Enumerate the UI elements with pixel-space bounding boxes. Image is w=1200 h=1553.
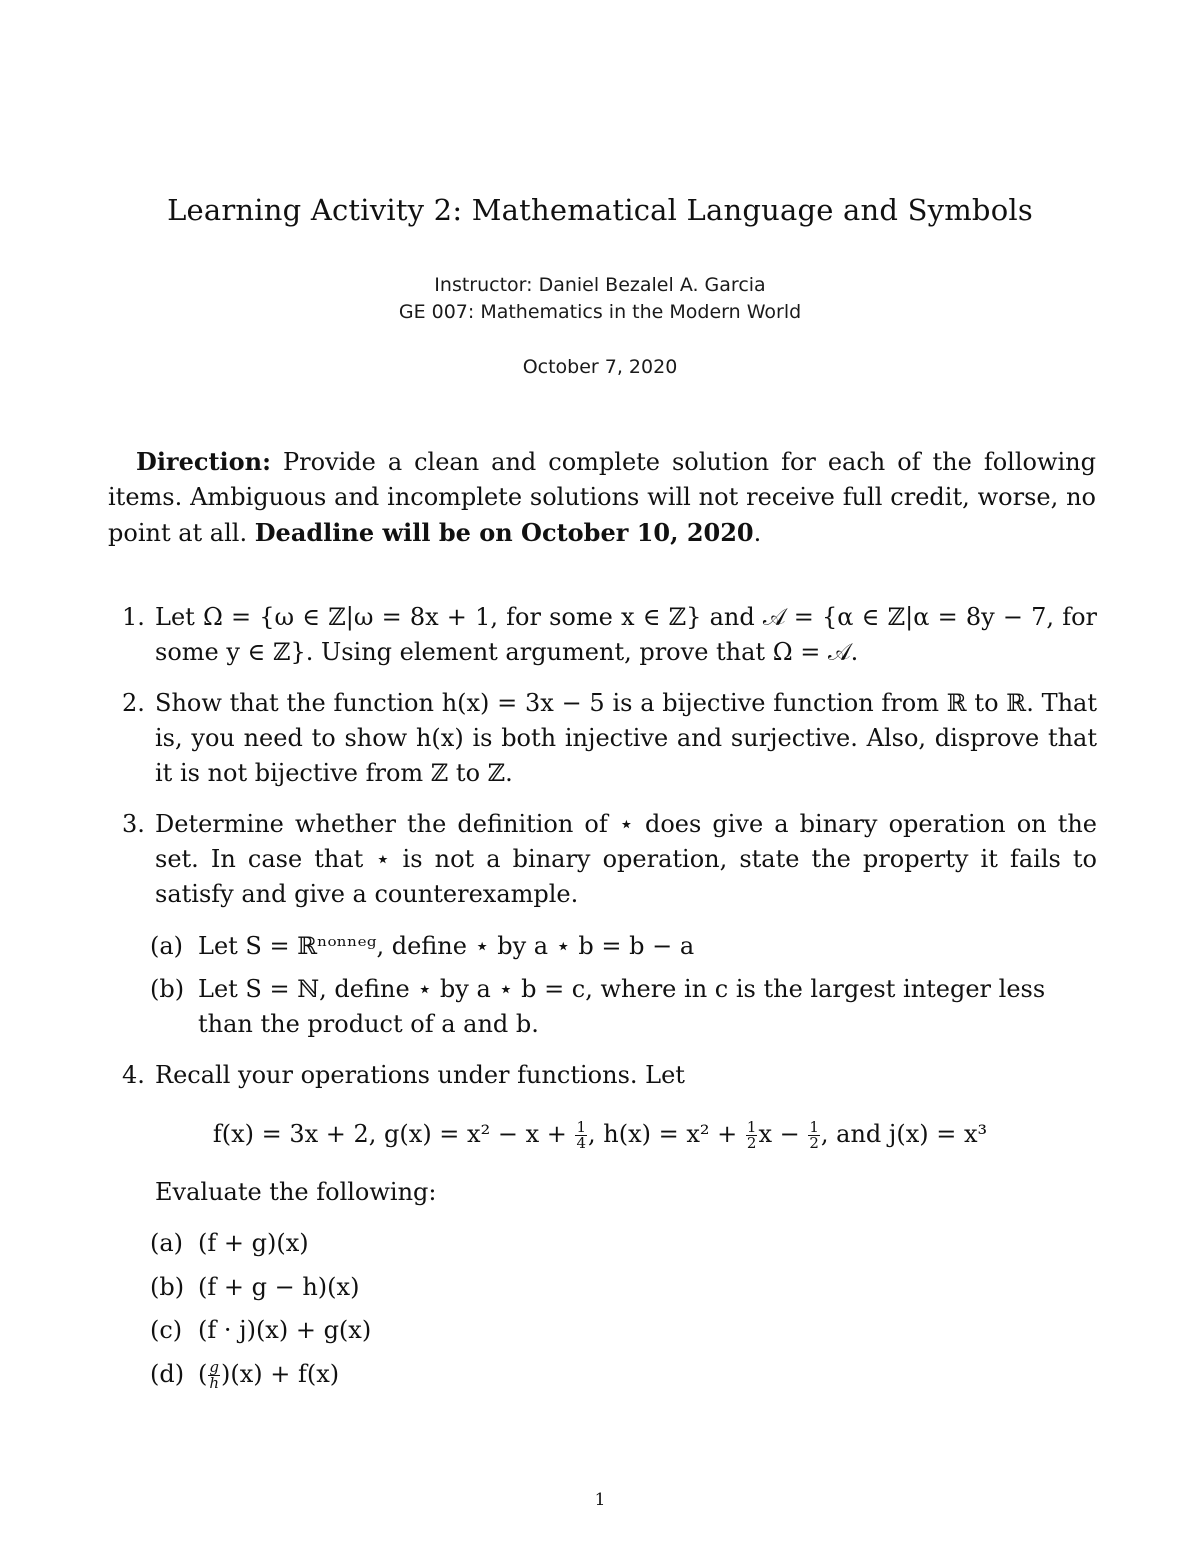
deadline-text: Deadline will be on October 10, 2020 xyxy=(254,518,754,547)
question-number: 1. xyxy=(122,603,145,631)
equation-part: , h(x) = x² + xyxy=(588,1120,745,1148)
course-line: GE 007: Mathematics in the Modern World xyxy=(398,301,802,323)
subitem-label: (c) xyxy=(150,1316,183,1344)
equation-part: x − xyxy=(758,1120,808,1148)
direction-text: Provide a clean and complete solution for each of the following items. Ambiguous and incomplete solutions will not receive full credit, worse, no point at all. xyxy=(108,448,1096,547)
direction-paragraph xyxy=(108,444,1096,551)
equation-part: f(x) = 3x + 2, g(x) = x² − x + xyxy=(212,1120,575,1148)
fraction: $\frac{1}{2}$ xyxy=(746,1118,757,1152)
question-number: 4. xyxy=(122,1061,145,1089)
question-text: Let Ω = {ω ∈ ℤ|ω = 8x + 1, for some x ∈ ℤ} and 𝒜 = {α ∈ ℤ|α = 8y − 7, for some y ∈ ℤ}. Using element argument, prove that Ω = 𝒜. xyxy=(155,603,1097,666)
subitem-label: (d) xyxy=(150,1360,185,1388)
document-title: Learning Activity 2: Mathematical Language and Symbols xyxy=(167,193,1033,227)
function-definitions xyxy=(0,1117,1200,1152)
question-4d xyxy=(150,1357,1100,1392)
question-4b xyxy=(150,1270,1100,1305)
direction-label: Direction: xyxy=(136,447,271,476)
question-number: 3. xyxy=(122,810,145,838)
question-1 xyxy=(122,600,1097,670)
question-4c xyxy=(150,1313,1100,1348)
subitem-text: (f + g − h)(x) xyxy=(198,1273,360,1301)
equation-part: , and j(x) = x³ xyxy=(820,1120,988,1148)
fraction: $\frac{1}{2}$ xyxy=(809,1118,819,1152)
instructor-line: Instructor: Daniel Bezalel A. Garcia xyxy=(434,274,766,296)
direction-end: . xyxy=(753,519,762,547)
subitem-text: Let S = ℕ, define ⋆ by a ⋆ b = c, where in c is the largest integer less than the product of a and b. xyxy=(198,975,1046,1038)
question-text: Show that the function h(x) = 3x − 5 is a bijective function from ℝ to ℝ. That is, you need to show h(x) is both injective and surjective. Also, disprove that it is not bijective from ℤ to ℤ. xyxy=(155,689,1097,787)
subitem-label: (b) xyxy=(150,975,185,1003)
question-text: Recall your operations under functions. Let xyxy=(155,1061,685,1089)
question-4a xyxy=(150,1226,1100,1261)
question-text: Determine whether the definition of ⋆ does give a binary operation on the set. In case that ⋆ is not a binary operation, state the property it fails to satisfy and give a counterexample. xyxy=(155,810,1097,908)
question-3a xyxy=(150,929,1100,964)
question-3 xyxy=(122,807,1097,912)
subitem-label: (b) xyxy=(150,1273,185,1301)
subitem-text: Let S = ℝⁿᵒⁿⁿᵉᵍ, define ⋆ by a ⋆ b = b − a xyxy=(198,932,695,960)
fraction: $\frac{1}{4}$ xyxy=(576,1118,587,1152)
subitem-text: (f · j)(x) + g(x) xyxy=(198,1316,372,1344)
date-line: October 7, 2020 xyxy=(522,356,678,378)
question-number: 2. xyxy=(122,689,145,717)
fraction: $\frac{g}{h}$ xyxy=(209,1358,220,1392)
subitem-label: (a) xyxy=(150,932,184,960)
question-3b xyxy=(150,972,1100,1042)
evaluate-heading xyxy=(155,1175,1105,1210)
question-2 xyxy=(122,686,1097,791)
subitem-text: (f + g)(x) xyxy=(198,1229,309,1257)
subitem-label: (a) xyxy=(150,1229,184,1257)
evaluate-text: Evaluate the following: xyxy=(155,1178,437,1206)
question-4 xyxy=(122,1058,1097,1093)
page-number: 1 xyxy=(594,1490,606,1510)
subitem-text: ( $\frac{g}{h}$ )(x) + f(x) xyxy=(198,1358,340,1392)
